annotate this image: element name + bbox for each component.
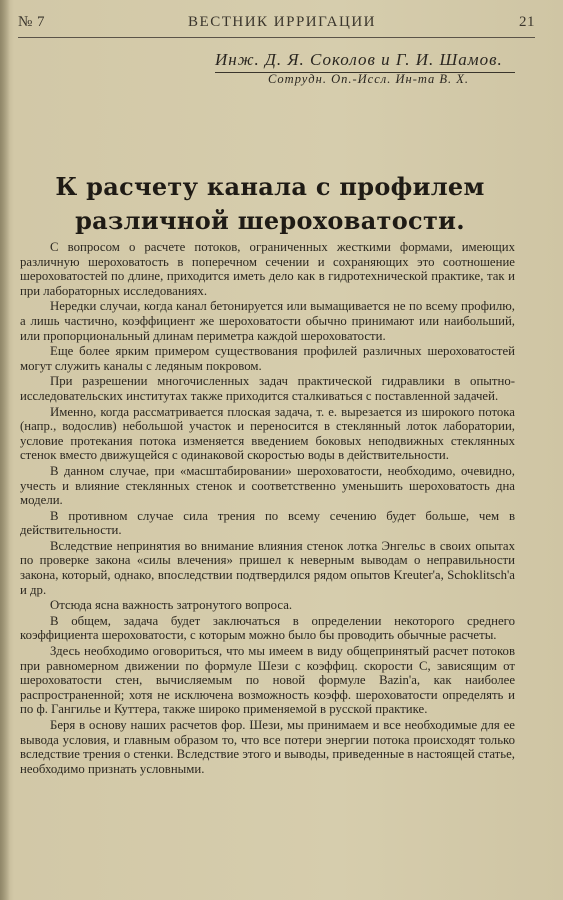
article-body (20, 240, 515, 776)
paragraph: Отсюда ясна важность затронутого вопроса. (50, 598, 293, 613)
paragraph: При разрешении многочисленных задач практической гидравлики в опытно-исследовательских институтах также приходится сталкиваться с поставленной задачей. (20, 374, 515, 403)
paragraph: В общем, задача будет заключаться в определении некоторого среднего коэффициента шероховатости, с которым можно было бы проводить обычные расчеты. (20, 613, 515, 643)
journal-name: ВЕСТНИК ИРРИГАЦИИ (188, 14, 377, 30)
running-header (18, 14, 535, 36)
header-rule (18, 37, 535, 38)
page-number: 21 (518, 14, 535, 30)
paragraph: В данном случае, при «масштабировании» шероховатости, необходимо, очевидно, учесть и влияние стеклянных стенок и соответственно уменьшить шероховатость дна модели. (20, 463, 515, 508)
paragraph: Беря в основу наших расчетов фор. Шези, мы принимаем и все необходимые для ее вывода условия, и главным образом то, что все потери энергии потока происходят только вследствие трения о стенки. Вследствие этого и выводы, приведенные в настоящей статье, необходимо признать условными. (20, 718, 515, 776)
binding-shadow (0, 0, 10, 900)
author-affiliation: Сотрудн. Оп.-Исcл. Ин-та В. Х. (268, 72, 470, 86)
article-title: К расчету канала с профилем различной шероховатости. (55, 172, 485, 235)
issue-number: № 7 (18, 14, 46, 30)
paragraph: Нередки случаи, когда канал бетонируется или вымащивается не по всему профилю, а лишь частично, коэффициент же шероховатости обычно принимают или наибольший, или пропорциональный длинам периметра каждой шероховатости. (20, 299, 515, 343)
paragraph: Именно, когда рассматривается плоская задача, т. е. вырезается из широкого потока (напр., водослив) небольшой участок и переносится в стеклянный лоток лаборатории, условие протекания потока изменяется введением боковых неподвижных стеклянных стенок вместо движущейся с одинаковой скоростью воды в действительности. (20, 404, 515, 463)
paragraph: Еще более ярким примером существования профилей различных шероховатостей могут служить каналы с ледяным покровом. (20, 344, 515, 373)
paragraph: Вследствие непринятия во внимание влияния стенок лотка Энгельс в своих опытах по проверке закона «силы влечения» пришел к неверным выводам о неправильности закона, который, однако, впоследствии подтвердился рядом опытов Kreuter'a, Schoklitsch'a и др. (20, 538, 515, 597)
article-authors: Инж. Д. Я. Соколов и Г. И. Шамов. (215, 50, 515, 73)
paragraph: С вопросом о расчете потоков, ограниченных жесткими формами, имеющих различную шероховатость в поперечном сечении и сохраняющих это соотношение шероховатостей по длине, приходится иметь дело как в гидротехнической практике, так и при лабораторных исследованиях. (20, 240, 515, 298)
paragraph: Здесь необходимо оговориться, что мы имеем в виду общепринятый расчет потоков при равномерном движении по формуле Шези с коэффиц. скорости C, зависящим от шероховатости стен, вычисляемым по новой формуле Bazin'a, как наиболее распространенной; хотя не исключена возможность коэфф. шероховатости определять и по ф. Гангилье и Куттера, также широко применяемой в русской практике. (20, 644, 515, 717)
paragraph: В противном случае сила трения по всему сечению будет больше, чем в действительности. (20, 508, 515, 538)
